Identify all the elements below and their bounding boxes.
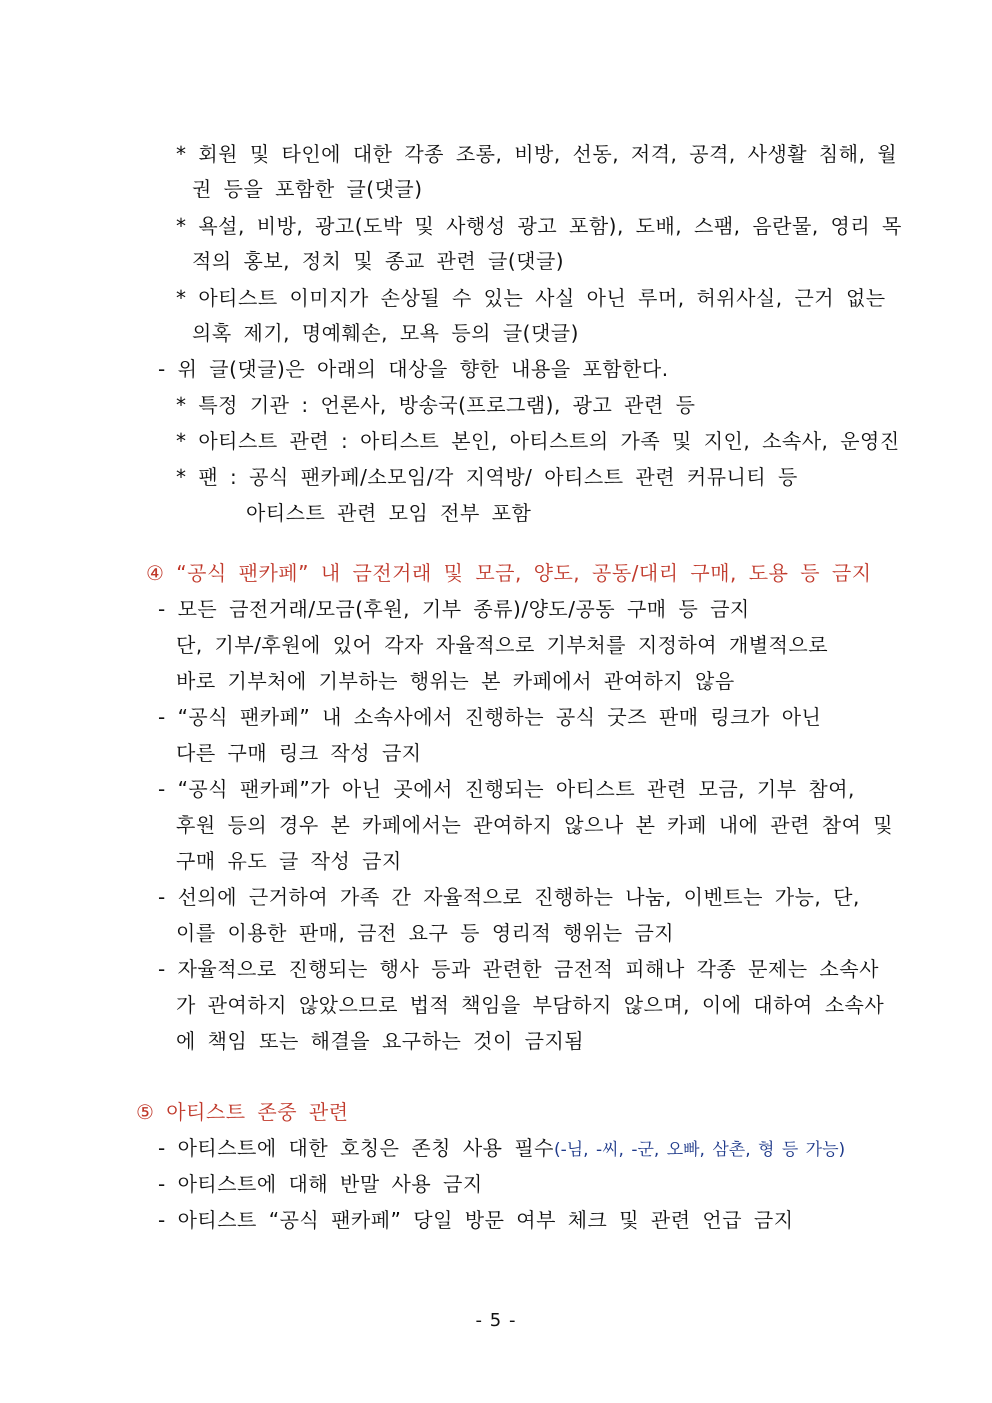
dash-line: - 선의에 근거하여 가족 간 자율적으로 진행하는 나눔, 이벤트는 가능, 단,: [158, 885, 860, 909]
dash-line: - 아티스트에 대해 반말 사용 금지: [158, 1172, 483, 1196]
dash-continuation: 단, 기부/후원에 있어 각자 자율적으로 기부처를 지정하여 개별적으로: [176, 633, 829, 657]
dash-continuation: 후원 등의 경우 본 카페에서는 관여하지 않으나 본 카페 내에 관련 참여 및: [176, 813, 894, 837]
bullet-line: * 팬 : 공식 팬카페/소모임/각 지역방/ 아티스트 관련 커뮤니티 등: [176, 465, 798, 489]
dash-line: - “공식 팬카페”가 아닌 곳에서 진행되는 아티스트 관련 모금, 기부 참여,: [158, 777, 855, 801]
dash-line: [158, 1133, 845, 1163]
page-number: - 5 -: [475, 1310, 517, 1331]
honorific-rule: - 아티스트에 대한 호칭은 존칭 사용 필수: [158, 1136, 554, 1160]
bullet-line: * 욕설, 비방, 광고(도박 및 사행성 광고 포함), 도배, 스팸, 음란물, 영리 목: [176, 214, 902, 238]
bullet-continuation: 아티스트 관련 모임 전부 포함: [246, 501, 532, 525]
bullet-continuation: 적의 홍보, 정치 및 종교 관련 글(댓글): [192, 249, 565, 273]
dash-line: - 모든 금전거래/모금(후원, 기부 종류)/양도/공동 구매 등 금지: [158, 597, 750, 621]
dash-continuation: 구매 유도 글 작성 금지: [176, 849, 402, 873]
dash-continuation: 가 관여하지 않았으므로 법적 책임을 부담하지 않으며, 이에 대하여 소속사: [176, 993, 885, 1017]
bullet-line: * 아티스트 관련 : 아티스트 본인, 아티스트의 가족 및 지인, 소속사, 운영진: [176, 429, 900, 453]
dash-continuation: 이를 이용한 판매, 금전 요구 등 영리적 행위는 금지: [176, 921, 675, 945]
bullet-line: * 특정 기관 : 언론사, 방송국(프로그램), 광고 관련 등: [176, 393, 696, 417]
honorific-examples-note: (-님, -씨, -군, 오빠, 삼촌, 형 등 가능): [553, 1140, 846, 1160]
section-4-heading: ④ “공식 팬카페” 내 금전거래 및 모금, 양도, 공동/대리 구매, 도용 등 금지: [146, 561, 872, 585]
section-5-heading: ⑤ 아티스트 존중 관련: [136, 1100, 349, 1124]
bullet-line: * 아티스트 이미지가 손상될 수 있는 사실 아닌 루머, 허위사실, 근거 없는: [176, 286, 886, 310]
dash-continuation: 다른 구매 링크 작성 금지: [176, 741, 422, 765]
dash-continuation: 바로 기부처에 기부하는 행위는 본 카페에서 관여하지 않음: [176, 669, 735, 693]
bullet-continuation: 권 등을 포함한 글(댓글): [192, 177, 423, 201]
dash-continuation: 에 책임 또는 해결을 요구하는 것이 금지됨: [176, 1029, 585, 1053]
bullet-continuation: 의혹 제기, 명예훼손, 모욕 등의 글(댓글): [192, 321, 579, 345]
dash-line: - “공식 팬카페” 내 소속사에서 진행하는 공식 굿즈 판매 링크가 아닌: [158, 705, 822, 729]
dash-line: - 위 글(댓글)은 아래의 대상을 향한 내용을 포함한다.: [158, 357, 669, 381]
dash-line: - 아티스트 “공식 팬카페” 당일 방문 여부 체크 및 관련 언급 금지: [158, 1208, 794, 1232]
dash-line: - 자율적으로 진행되는 행사 등과 관련한 금전적 피해나 각종 문제는 소속사: [158, 957, 879, 981]
bullet-line: * 회원 및 타인에 대한 각종 조롱, 비방, 선동, 저격, 공격, 사생활 침해, 월: [176, 142, 898, 166]
